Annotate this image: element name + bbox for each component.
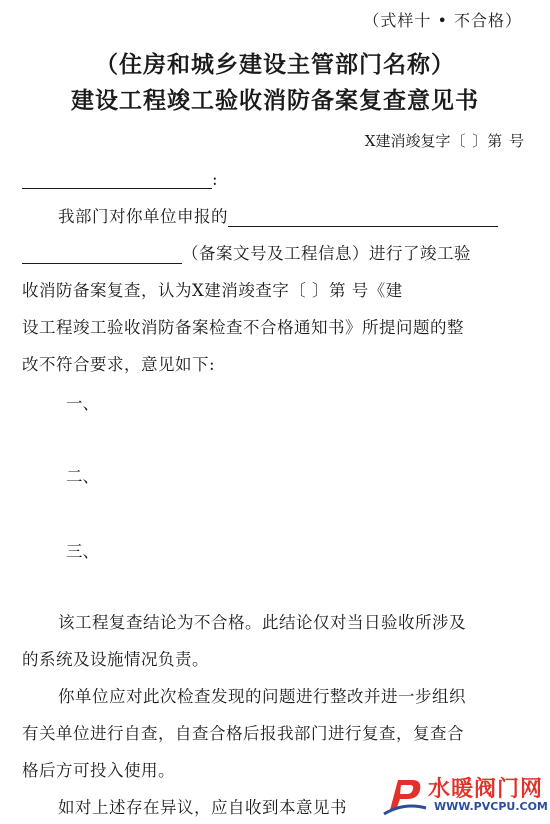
watermark-url: WWW.PVCPU.COM (434, 800, 548, 813)
addressee-blank[interactable] (22, 170, 212, 189)
paragraph3-line1: 你单位应对此次检查发现的问题进行整改并进一步组织 (58, 687, 466, 706)
paragraph1-line1 (58, 203, 498, 227)
document-title: 建设工程竣工验收消防备案复查意见书 (71, 88, 479, 114)
paragraph3-line3: 格后方可投入使用。 (22, 761, 175, 780)
paragraph4-line1: 如对上述存在异议，应自收到本意见书 (58, 798, 347, 817)
addressee-line (22, 170, 218, 189)
record-number-blank[interactable] (22, 245, 182, 264)
paragraph1-line3: 收消防备案复查，认为X建消竣查字〔 〕第 号《建 (22, 281, 403, 300)
paragraph1-line5: 改不符合要求，意见如下: (22, 355, 216, 374)
paragraph3-line2: 有关单位进行自查，自查合格后报我部门进行复查，复查合 (22, 724, 464, 743)
paragraph1-text2: （备案文号及工程信息）进行了竣工验 (182, 244, 471, 263)
opinion-item-2: 二、 (66, 467, 99, 486)
paragraph2-line2: 的系统及设施情况负责。 (22, 650, 209, 669)
paragraph1-line4: 设工程竣工验收消防备案检查不合格通知书》所提问题的整 (22, 318, 464, 337)
paragraph2-line1: 该工程复查结论为不合格。此结论仅对当日验收所涉及 (58, 613, 466, 632)
declared-project-blank[interactable] (228, 208, 498, 227)
paragraph1-line2 (22, 240, 471, 264)
paragraph1-lead: 我部门对你单位申报的 (58, 207, 228, 226)
opinion-item-3: 三、 (66, 542, 99, 561)
watermark-text: 水暖阀门网 (428, 777, 544, 802)
opinion-item-1: 一、 (66, 394, 99, 413)
site-watermark (376, 768, 546, 822)
form-style-tag: （式样十 • 不合格） (363, 11, 522, 30)
watermark-logo-icon (376, 768, 432, 822)
addressee-colon: : (212, 170, 218, 189)
issuing-department-title: （住房和城乡建设主管部门名称） (95, 52, 455, 78)
document-number: X建消竣复字〔 〕第 号 (364, 132, 524, 150)
